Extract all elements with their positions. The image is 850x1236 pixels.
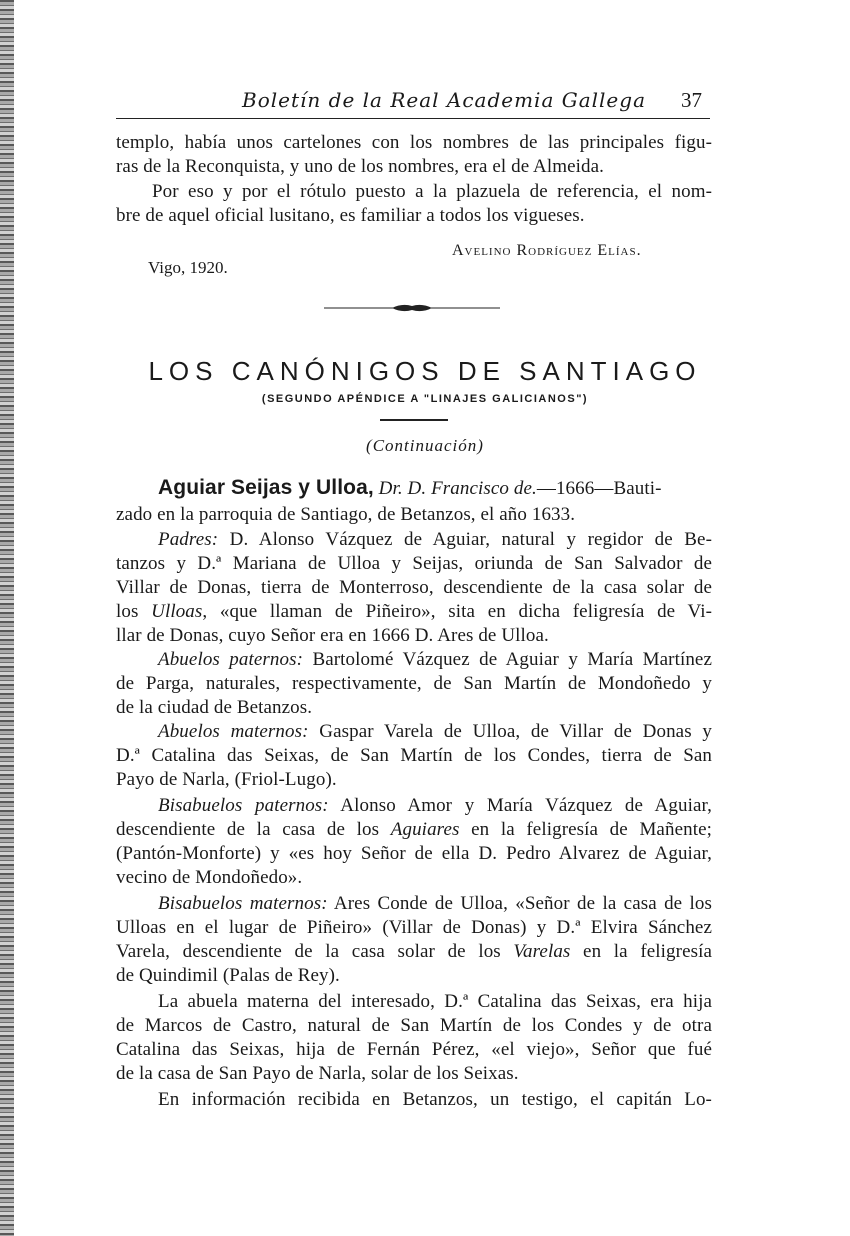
body-line: de Quindimil (Palas de Rey). xyxy=(116,965,340,986)
author-signature: Avelino Rodríguez Elías. xyxy=(452,242,642,259)
body-line: de Marcos de Castro, natural de San Martín de los Condes y de otra xyxy=(116,1015,712,1036)
body-line: Abuelos paternos: Bartolomé Vázquez de Aguiar y María Martínez xyxy=(158,649,712,670)
section-title: LOS CANÓNIGOS DE SANTIAGO xyxy=(148,356,702,386)
place-date: Vigo, 1920. xyxy=(148,258,228,277)
body-line: de Parga, naturales, respectivamente, de San Martín de Mondoñedo y xyxy=(116,673,712,694)
body-line: Villar de Donas, tierra de Monterroso, descendiente de la casa solar de xyxy=(116,577,712,598)
entry-heading xyxy=(158,476,714,501)
body-line: Abuelos maternos: Gaspar Varela de Ulloa, de Villar de Donas y xyxy=(158,721,712,742)
body-line: En información recibida en Betanzos, un testigo, el capitán Lo- xyxy=(158,1089,712,1110)
body-line-padres: Padres: D. Alonso Vázquez de Aguiar, natural y regidor de Be- xyxy=(158,529,712,550)
body-line: Bisabuelos maternos: Ares Conde de Ulloa, «Señor de la casa de los xyxy=(158,893,713,914)
body-line: D.ª Catalina das Seixas, de San Martín de los Condes, tierra de San xyxy=(116,745,712,766)
body-line: de la ciudad de Betanzos. xyxy=(116,697,313,718)
running-header xyxy=(116,86,710,119)
intro-line-4: bre de aquel oficial lusitano, es familiar a todos los vigueses. xyxy=(116,205,585,226)
continuation-note: (Continuación) xyxy=(366,436,484,455)
section-subtitle: (SEGUNDO APÉNDICE A "LINAJES GALICIANOS") xyxy=(261,393,589,405)
body-line: vecino de Mondoñedo». xyxy=(116,867,303,888)
entry-name: Aguiar Seijas y Ulloa, xyxy=(158,476,374,499)
body-line: tanzos y D.ª Mariana de Ulloa y Seijas, oriunda de San Salvador de xyxy=(116,553,712,574)
body-line: Bisabuelos paternos: Alonso Amor y María Vázquez de Aguiar, xyxy=(158,795,712,816)
body-line: La abuela materna del interesado, D.ª Catalina das Seixas, era hija xyxy=(158,991,712,1012)
body-line: de la casa de San Payo de Narla, solar de los Seixas. xyxy=(116,1063,519,1084)
body-line: Varela, descendiente de la casa solar de los Varelas en la feligresía xyxy=(116,941,713,962)
body-line: Payo de Narla, (Friol-Lugo). xyxy=(116,769,337,790)
entry-title: Dr. D. Francisco de. xyxy=(378,478,537,499)
ornament-divider xyxy=(322,298,502,318)
body-line: Catalina das Seixas, hija de Fernán Pérez, «el viejo», Señor que fué xyxy=(116,1039,712,1060)
journal-title: Boletín de la Real Academia Gallega xyxy=(242,88,646,112)
entry-dates: —1666—Bauti- xyxy=(536,478,662,499)
body-line: Ulloas en el lugar de Piñeiro» (Villar de Donas) y D.ª Elvira Sánchez xyxy=(116,917,712,938)
intro-line-2: ras de la Reconquista, y uno de los nombres, era el de Almeida. xyxy=(116,156,605,177)
title-rule xyxy=(380,419,448,421)
body-line: los Ulloas, «que llaman de Piñeiro», sita en dicha feligresía de Vi- xyxy=(116,601,712,622)
intro-line-1: templo, había unos cartelones con los nombres de las principales figu- xyxy=(116,132,712,153)
intro-line-3: Por eso y por el rótulo puesto a la plazuela de referencia, el nom- xyxy=(152,181,712,202)
body-line: llar de Donas, cuyo Señor era en 1666 D. Ares de Ulloa. xyxy=(116,625,549,646)
body-line: descendiente de la casa de los Aguiares en la feligresía de Mañente; xyxy=(116,819,712,840)
page-number: 37 xyxy=(681,88,702,112)
body-line: (Pantón-Monforte) y «es hoy Señor de ella D. Pedro Alvarez de Aguiar, xyxy=(116,843,712,864)
body-line: zado en la parroquia de Santiago, de Betanzos, el año 1633. xyxy=(116,504,576,525)
